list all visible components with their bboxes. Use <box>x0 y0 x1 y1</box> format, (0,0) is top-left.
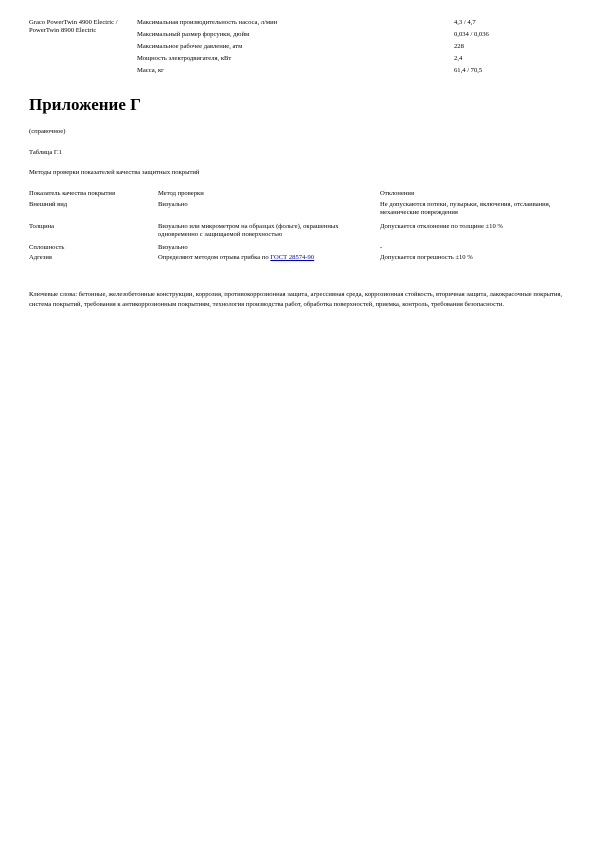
deviation-cell: Допускается погрешность ±10 % <box>380 254 473 261</box>
method-cell: Визуально или микрометром на образцах (фольге), окрашенных одновременно с защищаемой поверхностью <box>158 223 339 238</box>
equipment-spec-table <box>29 19 569 79</box>
quality-methods-table <box>29 190 569 262</box>
deviation-cell: Допускается отклонение по толщине ±10 % <box>380 223 503 230</box>
table-caption: Методы проверки показателей качества защитных покрытий <box>29 169 200 176</box>
method-cell: Визуально <box>158 201 188 208</box>
spec-row <box>29 19 569 31</box>
table-row <box>29 244 569 254</box>
annex-note: (справочное) <box>29 128 66 135</box>
table-row <box>29 254 569 262</box>
table-row <box>29 223 569 244</box>
spec-value: 0,034 / 0,036 <box>454 31 489 38</box>
spec-value: 228 <box>454 43 464 50</box>
deviation-cell: - <box>380 244 383 251</box>
method-text: Определяют методом отрыва грибка по <box>158 254 271 261</box>
column-header-indicator: Показатель качества покрытия <box>29 190 115 197</box>
spec-param: Масса, кг <box>137 67 164 74</box>
indicator-cell: Сплошность <box>29 244 65 251</box>
table-row <box>29 201 569 223</box>
spec-param: Максимальный размер форсунки, дюйм <box>137 31 250 38</box>
spec-param: Максимальное рабочее давление, атм <box>137 43 243 50</box>
equipment-model: Graco PowerTwin 4900 Electric / PowerTwin 8900 Electric <box>29 19 118 34</box>
method-cell <box>158 254 380 262</box>
spec-value: 4,3 / 4,7 <box>454 19 476 26</box>
table-label: Таблица Г.1 <box>29 149 62 156</box>
keywords-paragraph: Ключевые слова: бетонные, железобетонные конструкции, коррозия, противокоррозионная защита, агрессивная среда, коррозионная стойкость, вторичная защита, лакокрасочные покрытия, система покрытий, требования к антикоррозионным покрытиям, технология производства работ, обработка поверхностей, приемка, контроль, требования безопасности. <box>29 291 563 308</box>
method-cell: Визуально <box>158 244 188 251</box>
spec-param: Максимальная производительность насоса, л/мин <box>137 19 278 26</box>
annex-title: Приложение Г <box>29 95 141 114</box>
spec-value: 2,4 <box>454 55 463 62</box>
indicator-cell: Толщина <box>29 223 55 230</box>
spec-param: Мощность электродвигателя, кВт <box>137 55 232 62</box>
column-header-method: Метод проверки <box>158 190 204 197</box>
column-header-deviation: Отклонения <box>380 190 414 197</box>
indicator-cell: Адгезия <box>29 254 52 261</box>
deviation-cell: Не допускаются потеки, пузырьки, включения, отслаивания, механические повреждения <box>380 201 551 216</box>
spec-value: 61,4 / 70,5 <box>454 67 483 74</box>
indicator-cell: Внешний вид <box>29 201 68 208</box>
table-header-row <box>29 190 569 201</box>
gost-28574-link[interactable]: ГОСТ 28574-90 <box>270 254 315 261</box>
